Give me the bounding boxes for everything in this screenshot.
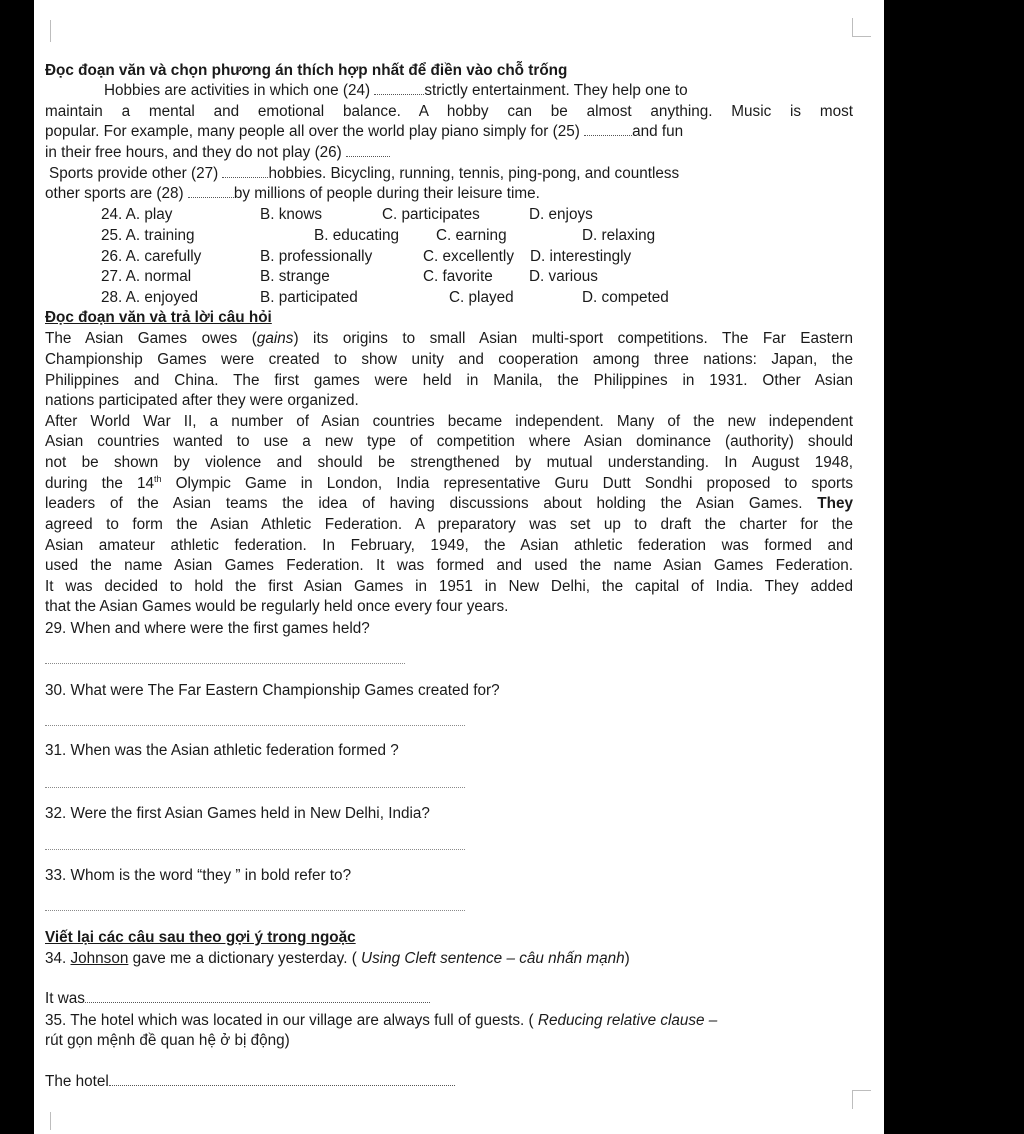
option-24b: B. knows [260,206,323,223]
option-24c: C. participates [382,206,480,223]
crop-mark [852,18,871,37]
option-28a: 28. A. enjoyed [101,289,198,306]
section3-heading: Viết lại các câu sau theo gợi ý trong ngoặc [45,929,356,946]
passage1-line: Sports provide other (27) hobbies. Bicycling, running, tennis, ping-pong, and countless [49,165,680,182]
passage2-line: leaders of the Asian teams the idea of having discussions about holding the Asian Games. They [45,495,853,512]
passage2-line: nations participated after they were organized. [45,392,359,409]
question-31: 31. When was the Asian athletic federation formed ? [45,742,399,759]
answer-line-34[interactable] [85,1002,430,1003]
option-25d: D. relaxing [582,227,656,244]
option-28d: D. competed [582,289,669,306]
answer-line-29[interactable] [45,662,405,664]
option-26a: 26. A. carefully [101,248,202,265]
answer-line-31[interactable] [45,786,465,788]
option-26b: B. professionally [260,248,373,265]
passage1-line: maintain a mental and emotional balance. A hobby can be almost anything. Music is most [45,103,853,120]
option-24d: D. enjoys [529,206,593,223]
passage2-line: used the name Asian Games Federation. It was formed and used the name Asian Games Federation. [45,557,853,574]
option-25a: 25. A. training [101,227,195,244]
worksheet-page [34,0,884,1134]
question-32: 32. Were the first Asian Games held in New Delhi, India? [45,805,430,822]
answer-line-33[interactable] [45,909,465,911]
passage1-line: popular. For example, many people all over the world play piano simply for (25) and fun [45,123,684,140]
option-28b: B. participated [260,289,358,306]
passage1-line: Hobbies are activities in which one (24) strictly entertainment. They help one to [104,82,688,99]
option-24a: 24. A. play [101,206,173,223]
passage2-line: Asian amateur athletic federation. In February, 1949, the Asian athletic federation was formed and [45,537,853,554]
section2-heading: Đọc đoạn văn và trả lời câu hỏi [45,309,272,326]
bold-they: They [817,495,853,512]
question-35-line2: rút gọn mệnh đề quan hệ ở bị động) [45,1032,290,1049]
answer-line-30[interactable] [45,724,465,726]
passage2-line: It was decided to hold the first Asian Games in 1951 in New Delhi, the capital of India. They added [45,578,853,595]
question-34: 34. Johnson gave me a dictionary yesterday. ( Using Cleft sentence – câu nhấn mạnh) [45,950,630,967]
passage2-line: Championship Games were created to show unity and cooperation among three nations: Japan, the [45,351,853,368]
option-28c: C. played [449,289,514,306]
passage1-line: other sports are (28) by millions of people during their leisure time. [45,185,540,202]
passage2-line: during the 14th Olympic Game in London, India representative Guru Dutt Sondhi proposed to sports [45,473,853,492]
question-30: 30. What were The Far Eastern Championship Games created for? [45,682,500,699]
passage2-line: Asian countries wanted to use a new type of competition where Asian dominance (authority) should [45,433,853,450]
option-25b: B. educating [314,227,400,244]
answer-line-35[interactable] [109,1085,455,1086]
section1-heading: Đọc đoạn văn và chọn phương án thích hợp nhất để điền vào chỗ trống [45,62,568,79]
passage2-line: agreed to form the Asian Athletic Federation. A preparatory was set up to draft the charter for the [45,516,853,533]
passage2-line: not be shown by violence and should be strengthened by mutual understanding. In August 1948, [45,454,853,471]
option-27d: D. various [529,268,598,285]
question-29: 29. When and where were the first games held? [45,620,370,637]
passage2-line: Philippines and China. The first games were held in Manila, the Philippines in 1931. Other Asian [45,372,853,389]
crop-mark [34,20,51,42]
question-35: 35. The hotel which was located in our village are always full of guests. ( Reducing relative clause – [45,1012,718,1029]
answer-35: The hotel [45,1073,455,1091]
option-26d: D. interestingly [530,248,632,265]
question-33: 33. Whom is the word “they ” in bold refer to? [45,867,352,884]
option-27a: 27. A. normal [101,268,192,285]
passage2-line: The Asian Games owes (gains) its origins to small Asian multi-sport competitions. The Far Eastern [45,330,853,347]
option-26c: C. excellently [423,248,514,265]
option-27b: B. strange [260,268,330,285]
answer-34: It was [45,990,430,1008]
passage2-line: After World War II, a number of Asian countries became independent. Many of the new independent [45,413,853,430]
option-27c: C. favorite [423,268,493,285]
option-25c: C. earning [436,227,507,244]
crop-mark [852,1090,871,1109]
passage2-line: that the Asian Games would be regularly held once every four years. [45,598,509,615]
answer-line-32[interactable] [45,848,465,850]
crop-mark [34,1112,51,1130]
passage1-line: in their free hours, and they do not play (26) [45,144,390,162]
